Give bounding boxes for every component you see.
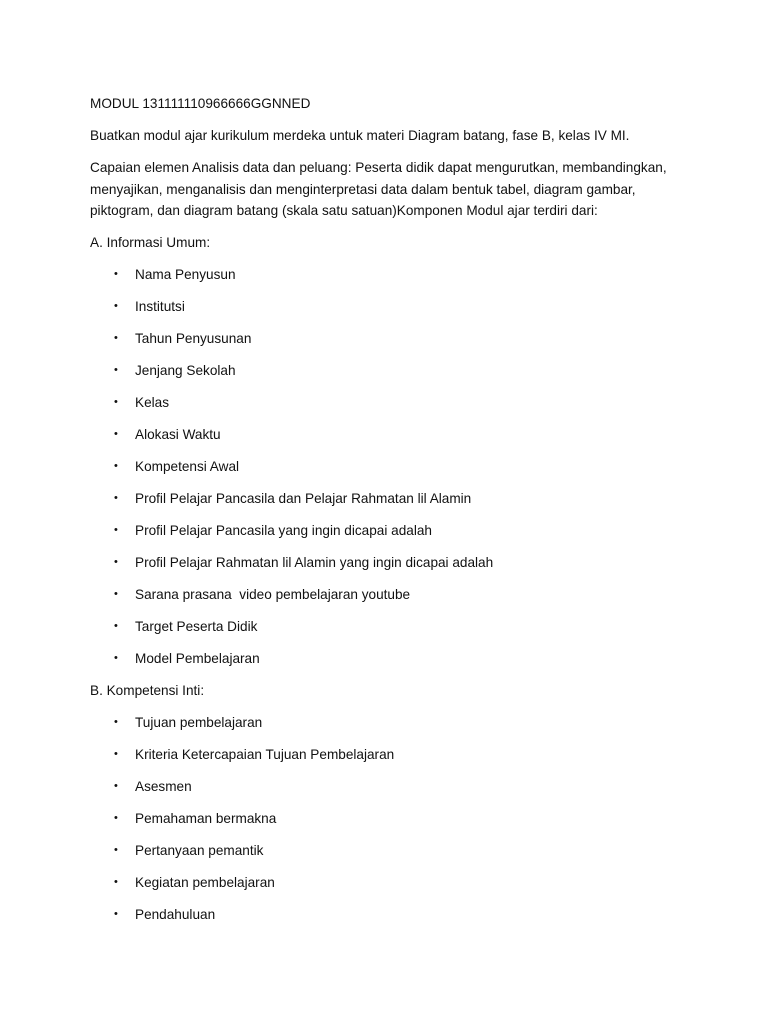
list-item-text: Kegiatan pembelajaran [135, 875, 275, 890]
list-item-text: Nama Penyusun [135, 267, 236, 282]
bullet-icon: • [114, 268, 118, 280]
list-item [90, 904, 690, 926]
list-item-text: Profil Pelajar Pancasila dan Pelajar Rahmatan lil Alamin [135, 491, 472, 506]
section-b-list [90, 712, 690, 926]
bullet-icon: • [114, 748, 118, 760]
list-item [90, 744, 690, 766]
list-item [90, 424, 690, 446]
bullet-icon: • [114, 780, 118, 792]
list-item-text: Pendahuluan [135, 907, 216, 922]
list-item [90, 328, 690, 350]
bullet-icon: • [114, 492, 118, 504]
list-item-text: Tahun Penyusunan [135, 331, 252, 346]
list-item-text: Asesmen [135, 779, 192, 794]
capaian-paragraph: Capaian elemen Analisis data dan peluang: Peserta didik dapat mengurutkan, membandingkan, menyajikan, menganalisis dan menginterpretasi data dalam bentuk tabel, diagram gambar, piktogram, dan diagram batang (skala satu satuan)Komponen Modul ajar terdiri dari: [90, 160, 667, 218]
list-item [90, 296, 690, 318]
list-item [90, 616, 690, 638]
intro-paragraph: Buatkan modul ajar kurikulum merdeka untuk materi Diagram batang, fase B, kelas IV MI. [90, 128, 630, 143]
list-item [90, 552, 690, 574]
list-item-text: Pertanyaan pemantik [135, 843, 264, 858]
bullet-icon: • [114, 812, 118, 824]
bullet-icon: • [114, 620, 118, 632]
list-item [90, 520, 690, 542]
list-item [90, 712, 690, 734]
bullet-icon: • [114, 460, 118, 472]
section-a-heading: A. Informasi Umum: [90, 235, 211, 250]
list-item-text: Model Pembelajaran [135, 651, 260, 666]
list-item-text: Alokasi Waktu [135, 427, 221, 442]
list-item-text: Target Peserta Didik [135, 619, 258, 634]
bullet-icon: • [114, 876, 118, 888]
list-item [90, 872, 690, 894]
list-item-text: Kompetensi Awal [135, 459, 240, 474]
list-item-text: Tujuan pembelajaran [135, 715, 263, 730]
bullet-icon: • [114, 844, 118, 856]
list-item-text: Sarana prasana video pembelajaran youtube [135, 587, 411, 602]
bullet-icon: • [114, 588, 118, 600]
section-a-list [90, 264, 690, 670]
list-item [90, 840, 690, 862]
list-item-text: Pemahaman bermakna [135, 811, 277, 826]
list-item-text: Profil Pelajar Rahmatan lil Alamin yang ingin dicapai adalah [135, 555, 494, 570]
bullet-icon: • [114, 332, 118, 344]
list-item-text: Jenjang Sekolah [135, 363, 236, 378]
bullet-icon: • [114, 428, 118, 440]
bullet-icon: • [114, 396, 118, 408]
list-item [90, 264, 690, 286]
list-item [90, 648, 690, 670]
list-item [90, 488, 690, 510]
bullet-icon: • [114, 524, 118, 536]
list-item [90, 776, 690, 798]
bullet-icon: • [114, 556, 118, 568]
list-item-text: Profil Pelajar Pancasila yang ingin dicapai adalah [135, 523, 432, 538]
list-item [90, 584, 690, 606]
bullet-icon: • [114, 716, 118, 728]
bullet-icon: • [114, 300, 118, 312]
list-item [90, 808, 690, 830]
bullet-icon: • [114, 652, 118, 664]
bullet-icon: • [114, 908, 118, 920]
list-item [90, 392, 690, 414]
section-b-heading: B. Kompetensi Inti: [90, 683, 205, 698]
document-title: MODUL 131111110966666GGNNED [90, 96, 311, 111]
list-item [90, 456, 690, 478]
list-item-text: Kriteria Ketercapaian Tujuan Pembelajaran [135, 747, 395, 762]
bullet-icon: • [114, 364, 118, 376]
list-item-text: Kelas [135, 395, 170, 410]
list-item-text: Institutsi [135, 299, 185, 314]
list-item [90, 360, 690, 382]
document-body [90, 93, 690, 936]
